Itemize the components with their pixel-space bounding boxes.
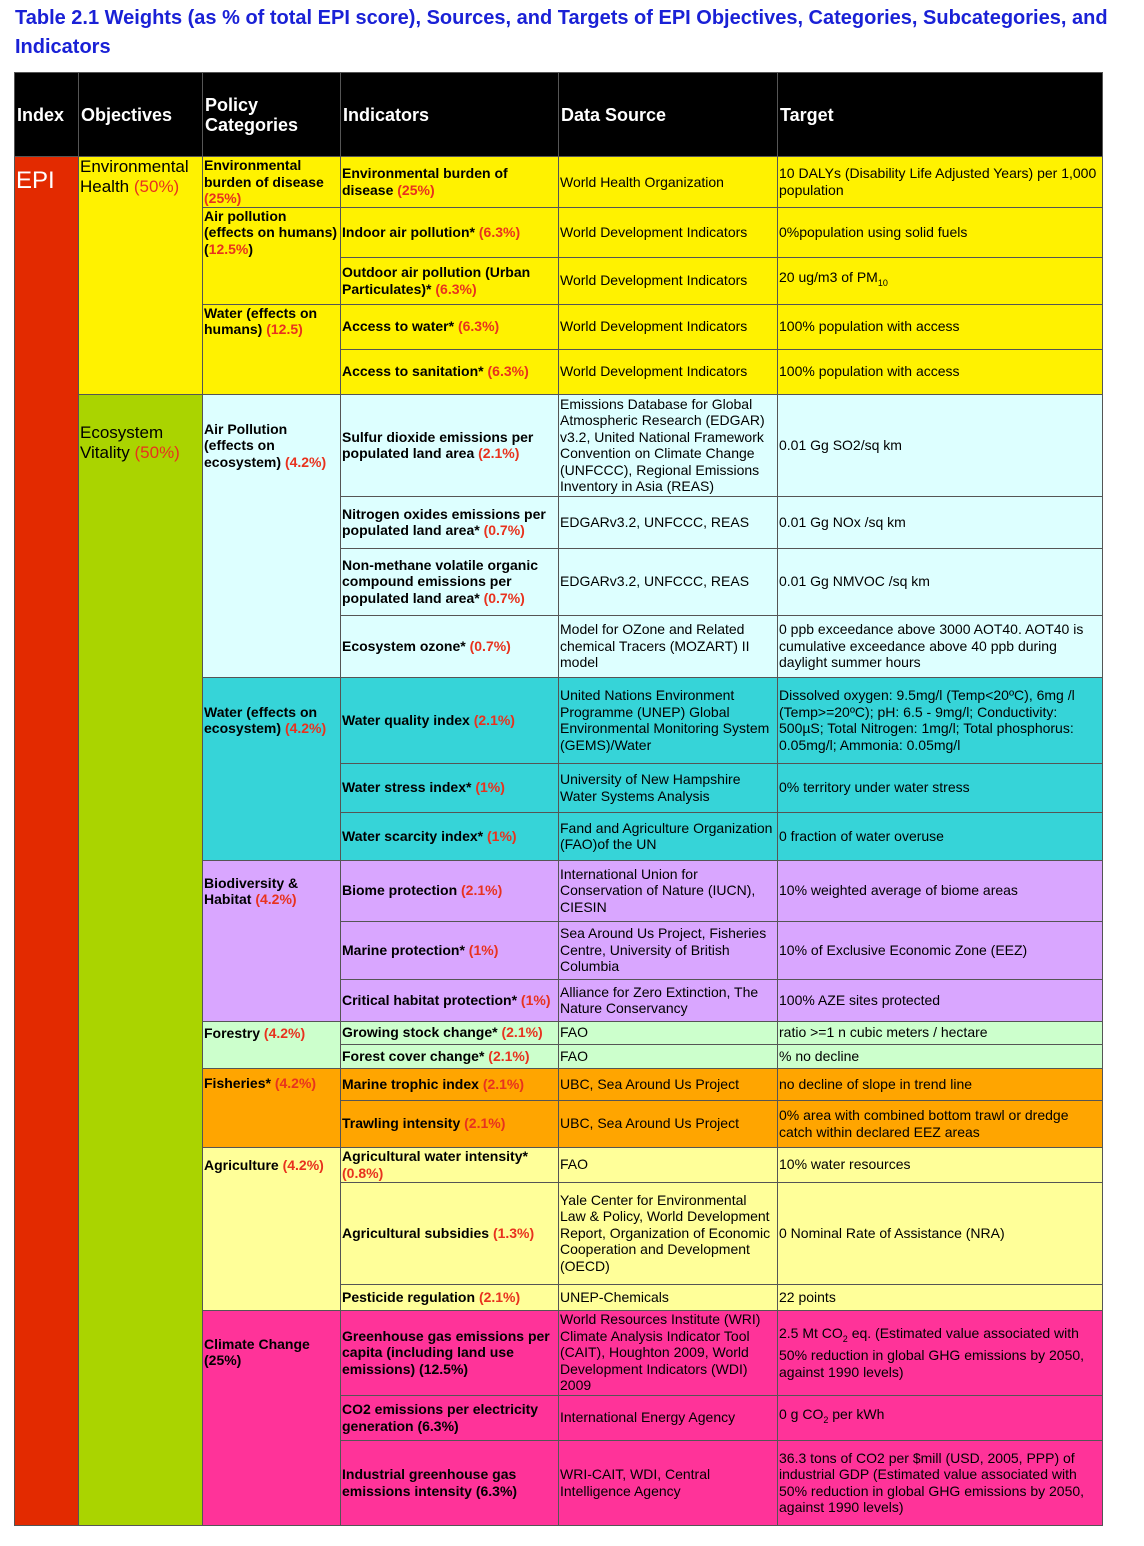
target-cell: 0 g $CO_2$ per kWh <box>778 1395 1103 1440</box>
indicator-cell: Nitrogen oxides emissions per populated land area* (0.7%) <box>341 496 559 548</box>
source-cell: EDGARv3.2, UNFCCC, REAS <box>559 548 778 615</box>
indicator-cell: Water scarcity index* (1%) <box>341 812 559 860</box>
header-objectives: Objectives <box>79 73 203 157</box>
category-forestry: Forestry (4.2%) <box>203 1021 341 1068</box>
indicator-cell: CO2 emissions per electricity generation (6.3%) <box>341 1395 559 1440</box>
table-title: Table 2.1 Weights (as % of total EPI score), Sources, and Targets of EPI Objectives, Categories, Subcategories, and Indicators <box>15 7 1108 58</box>
source-cell: International Energy Agency <box>559 1395 778 1440</box>
indicator-cell: Water stress index* (1%) <box>341 763 559 812</box>
indicator-cell: Access to sanitation* (6.3%) <box>341 349 559 394</box>
category-air-humans: Air pollution (effects on humans) (12.5%) <box>203 207 341 304</box>
target-cell: 0%population using solid fuels <box>778 207 1103 257</box>
indicator-cell: Outdoor air pollution (Urban Particulates)* (6.3%) <box>341 257 559 304</box>
source-cell: Yale Center for Environmental Law & Policy, World Development Report, Organization of Economic Cooperation and Development (OECD) <box>559 1182 778 1284</box>
header-target: Target <box>778 73 1103 157</box>
category-water-humans: Water (effects on humans) (12.5) <box>203 304 341 394</box>
target-cell: ratio >=1 n cubic meters / hectare <box>778 1021 1103 1044</box>
category-agriculture: Agriculture (4.2%) <box>203 1147 341 1310</box>
header-policy: Policy Categories <box>203 73 341 157</box>
target-cell: 100% AZE sites protected <box>778 979 1103 1021</box>
source-cell: World Development Indicators <box>559 257 778 304</box>
source-cell: World Development Indicators <box>559 304 778 349</box>
target-cell: 2.5 Mt $CO_2$ eq. (Estimated value associated with 50% reduction in global GHG emissions by 2050, against 1990 levels) <box>778 1310 1103 1395</box>
header-row <box>15 73 1103 157</box>
target-cell: % no decline <box>778 1044 1103 1068</box>
target-cell: 100% population with access <box>778 304 1103 349</box>
index-cell: EPI <box>15 157 79 1526</box>
indicator-cell: Pesticide regulation (2.1%) <box>341 1284 559 1310</box>
indicator-cell: Environmental burden of disease (25%) <box>341 157 559 208</box>
source-cell: World Development Indicators <box>559 207 778 257</box>
source-cell: International Union for Conservation of Nature (IUCN), CIESIN <box>559 860 778 921</box>
target-cell: 36.3 tons of CO2 per $mill (USD, 2005, PPP) of industrial GDP (Estimated value associated with 50% reduction in global GHG emissions by 2050, against 1990 levels) <box>778 1440 1103 1525</box>
objective-vitality: Ecosystem Vitality (50%) <box>79 394 203 1525</box>
source-cell: FAO <box>559 1021 778 1044</box>
header-source: Data Source <box>559 73 778 157</box>
target-cell: 0% territory under water stress <box>778 763 1103 812</box>
indicator-cell: Marine protection* (1%) <box>341 921 559 979</box>
indicator-cell: Industrial greenhouse gas emissions intensity (6.3%) <box>341 1440 559 1525</box>
indicator-cell: Non-methane volatile organic compound emissions per populated land area* (0.7%) <box>341 548 559 615</box>
indicator-cell: Trawling intensity (2.1%) <box>341 1100 559 1147</box>
source-cell: FAO <box>559 1147 778 1182</box>
target-cell: no decline of slope in trend line <box>778 1068 1103 1100</box>
indicator-cell: Sulfur dioxide emissions per populated land area (2.1%) <box>341 394 559 496</box>
target-cell: 0.01 Gg SO2/sq km <box>778 394 1103 496</box>
source-cell: World Development Indicators <box>559 349 778 394</box>
source-cell: Alliance for Zero Extinction, The Nature Conservancy <box>559 979 778 1021</box>
source-cell: World Resources Institute (WRI) Climate Analysis Indicator Tool (CAIT), Houghton 2009, World Development Indicators (WDI) 2009 <box>559 1310 778 1395</box>
source-cell: United Nations Environment Programme (UNEP) Global Environmental Monitoring System (GEMS)/Water <box>559 677 778 763</box>
indicator-cell: Growing stock change* (2.1%) <box>341 1021 559 1044</box>
source-cell: World Health Organization <box>559 157 778 208</box>
source-cell: EDGARv3.2, UNFCCC, REAS <box>559 496 778 548</box>
category-air-ecosystem: Air Pollution (effects on ecosystem) (4.2%) <box>203 394 341 677</box>
source-cell: UNEP-Chemicals <box>559 1284 778 1310</box>
target-cell: 20 ug/m3 of $PM_{10}$ <box>778 257 1103 304</box>
indicator-cell: Access to water* (6.3%) <box>341 304 559 349</box>
target-cell: 0% area with combined bottom trawl or dredge catch within declared EEZ areas <box>778 1100 1103 1147</box>
header-indicators: Indicators <box>341 73 559 157</box>
target-cell: 0 ppb exceedance above 3000 AOT40. AOT40 is cumulative exceedance above 40 ppb during daylight summer hours <box>778 615 1103 677</box>
indicator-cell: Biome protection (2.1%) <box>341 860 559 921</box>
table-row <box>15 157 1103 208</box>
category-burden: Environmental burden of disease (25%) <box>203 157 341 208</box>
indicator-cell: Agricultural subsidies (1.3%) <box>341 1182 559 1284</box>
category-climate: Climate Change (25%) <box>203 1310 341 1525</box>
target-cell: 0.01 Gg NMVOC /sq km <box>778 548 1103 615</box>
target-cell: Dissolved oxygen: 9.5mg/l (Temp<20ºC), 6mg /l (Temp>=20ºC); pH: 6.5 - 9mg/l; Conductivity: 500µS; Total Nitrogen: 1mg/l; Total phosphorus: 0.05mg/l; Ammonia: 0.05mg/l <box>778 677 1103 763</box>
header-index: Index <box>15 73 79 157</box>
objective-health: Environmental Health (50%) <box>79 157 203 395</box>
target-cell: 0 fraction of water overuse <box>778 812 1103 860</box>
source-cell: University of New Hampshire Water Systems Analysis <box>559 763 778 812</box>
target-cell: 0.01 Gg NOx /sq km <box>778 496 1103 548</box>
category-biodiversity: Biodiversity & Habitat (4.2%) <box>203 860 341 1021</box>
target-cell: 10 DALYs (Disability Life Adjusted Years) per 1,000 population <box>778 157 1103 208</box>
category-fisheries: Fisheries* (4.2%) <box>203 1068 341 1147</box>
table-row <box>15 394 1103 496</box>
source-cell: Fand and Agriculture Organization (FAO)of the UN <box>559 812 778 860</box>
indicator-cell: Forest cover change* (2.1%) <box>341 1044 559 1068</box>
source-cell: FAO <box>559 1044 778 1068</box>
indicator-cell: Ecosystem ozone* (0.7%) <box>341 615 559 677</box>
target-cell: 10% water resources <box>778 1147 1103 1182</box>
source-cell: Model for OZone and Related chemical Tracers (MOZART) II model <box>559 615 778 677</box>
target-cell: 0 Nominal Rate of Assistance (NRA) <box>778 1182 1103 1284</box>
target-cell: 22 points <box>778 1284 1103 1310</box>
target-cell: 100% population with access <box>778 349 1103 394</box>
source-cell: Emissions Database for Global Atmospheric Research (EDGAR) v3.2, United National Framework Convention on Climate Change (UNFCCC), Regional Emissions Inventory in Asia (REAS) <box>559 394 778 496</box>
category-water-ecosystem: Water (effects on ecosystem) (4.2%) <box>203 677 341 860</box>
indicator-cell: Critical habitat protection* (1%) <box>341 979 559 1021</box>
indicator-cell: Water quality index (2.1%) <box>341 677 559 763</box>
source-cell: WRI-CAIT, WDI, Central Intelligence Agency <box>559 1440 778 1525</box>
source-cell: UBC, Sea Around Us Project <box>559 1068 778 1100</box>
indicator-cell: Indoor air pollution* (6.3%) <box>341 207 559 257</box>
epi-table <box>14 72 1103 1526</box>
source-cell: Sea Around Us Project, Fisheries Centre, University of British Columbia <box>559 921 778 979</box>
indicator-cell: Greenhouse gas emissions per capita (including land use emissions) (12.5%) <box>341 1310 559 1395</box>
target-cell: 10% of Exclusive Economic Zone (EEZ) <box>778 921 1103 979</box>
source-cell: UBC, Sea Around Us Project <box>559 1100 778 1147</box>
indicator-cell: Agricultural water intensity* (0.8%) <box>341 1147 559 1182</box>
target-cell: 10% weighted average of biome areas <box>778 860 1103 921</box>
indicator-cell: Marine trophic index (2.1%) <box>341 1068 559 1100</box>
